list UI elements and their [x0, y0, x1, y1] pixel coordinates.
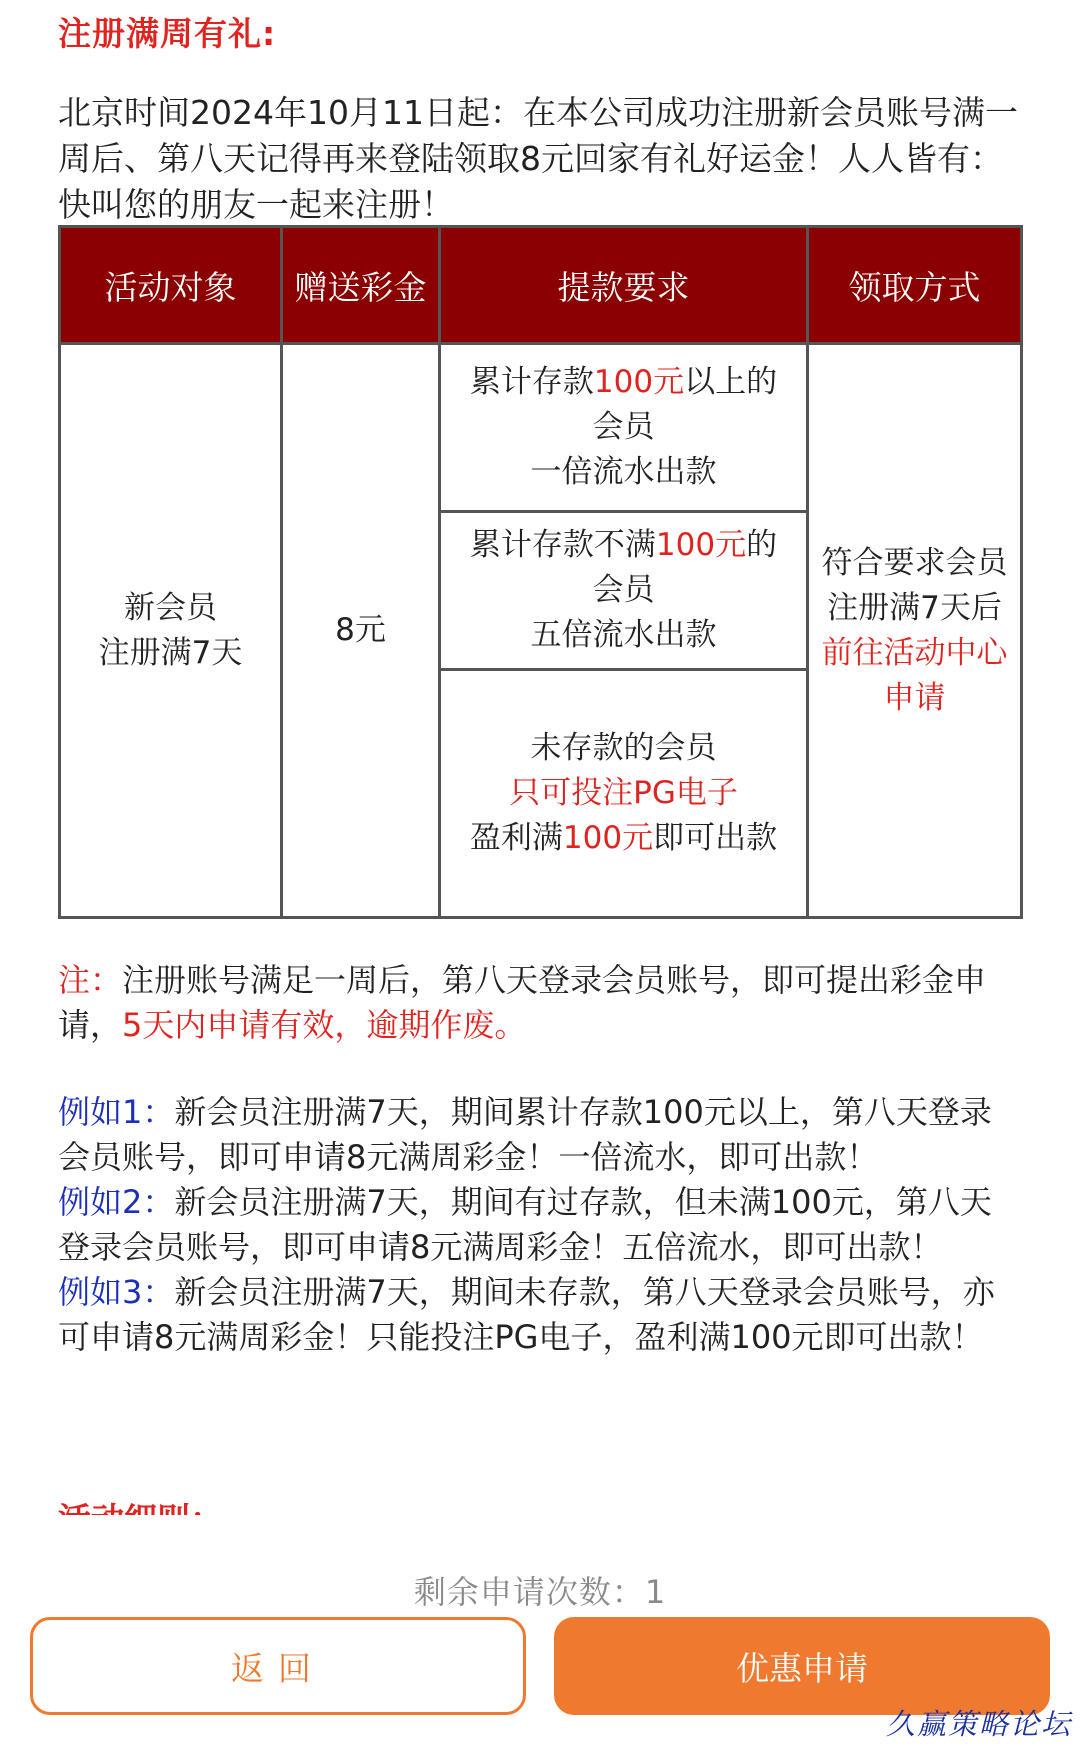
examples-list	[58, 1090, 1022, 1360]
intro-text: 北京时间2024年10月11日起：在本公司成功注册新会员账号满一周后、第八天记得再来登陆领取8元回家有礼好运金！人人皆有：快叫您的朋友一起来注册！	[58, 93, 1018, 224]
method-cell: 符合要求会员 注册满7天后 前往活动中心申请	[808, 344, 1022, 918]
note-text: 注：注册账号满足一周后，第八天登录会员账号，即可提出彩金申请，5天内申请有效，逾期作废。	[58, 961, 987, 1044]
example-1: 例如1：新会员注册满7天，期间累计存款100元以上，第八天登录会员账号，即可申请8元满周彩金！一倍流水，即可出款！	[58, 1093, 992, 1176]
header-target: 活动对象	[60, 227, 282, 344]
back-button[interactable]: 返回	[30, 1617, 526, 1715]
example-2: 例如2：新会员注册满7天，期间有过存款，但未满100元，第八天登录会员账号，即可申请8元满周彩金！五倍流水，即可出款！	[58, 1183, 992, 1266]
header-claim-method: 领取方式	[808, 227, 1022, 344]
rules-table	[58, 225, 1023, 919]
remaining-count: 剩余申请次数：1	[413, 1573, 667, 1611]
target-cell	[60, 344, 282, 918]
requirement-2: 累计存款不满100元的 会员 五倍流水出款	[440, 512, 808, 670]
forum-watermark: 久赢策略论坛	[885, 1707, 1072, 1741]
header-withdraw-requirement: 提款要求	[440, 227, 808, 344]
footer-bar	[0, 1515, 1080, 1747]
header-bonus: 赠送彩金	[282, 227, 440, 344]
target-line1: 新会员	[124, 589, 217, 626]
apply-promo-button[interactable]: 优惠申请	[554, 1617, 1050, 1715]
page-title: 注册满周有礼:	[58, 14, 277, 53]
example-3: 例如3：新会员注册满7天，期间未存款，第八天登录会员账号，亦可申请8元满周彩金！只能投注PG电子，盈利满100元即可出款！	[58, 1273, 995, 1356]
target-line2: 注册满7天	[98, 634, 243, 671]
table-header-row	[60, 227, 1022, 344]
table-row	[60, 344, 1022, 512]
bonus-cell: 8元	[282, 344, 440, 918]
requirement-3: 未存款的会员 只可投注PG电子 盈利满100元即可出款	[440, 670, 808, 918]
requirement-1: 累计存款100元以上的 会员 一倍流水出款	[440, 344, 808, 512]
